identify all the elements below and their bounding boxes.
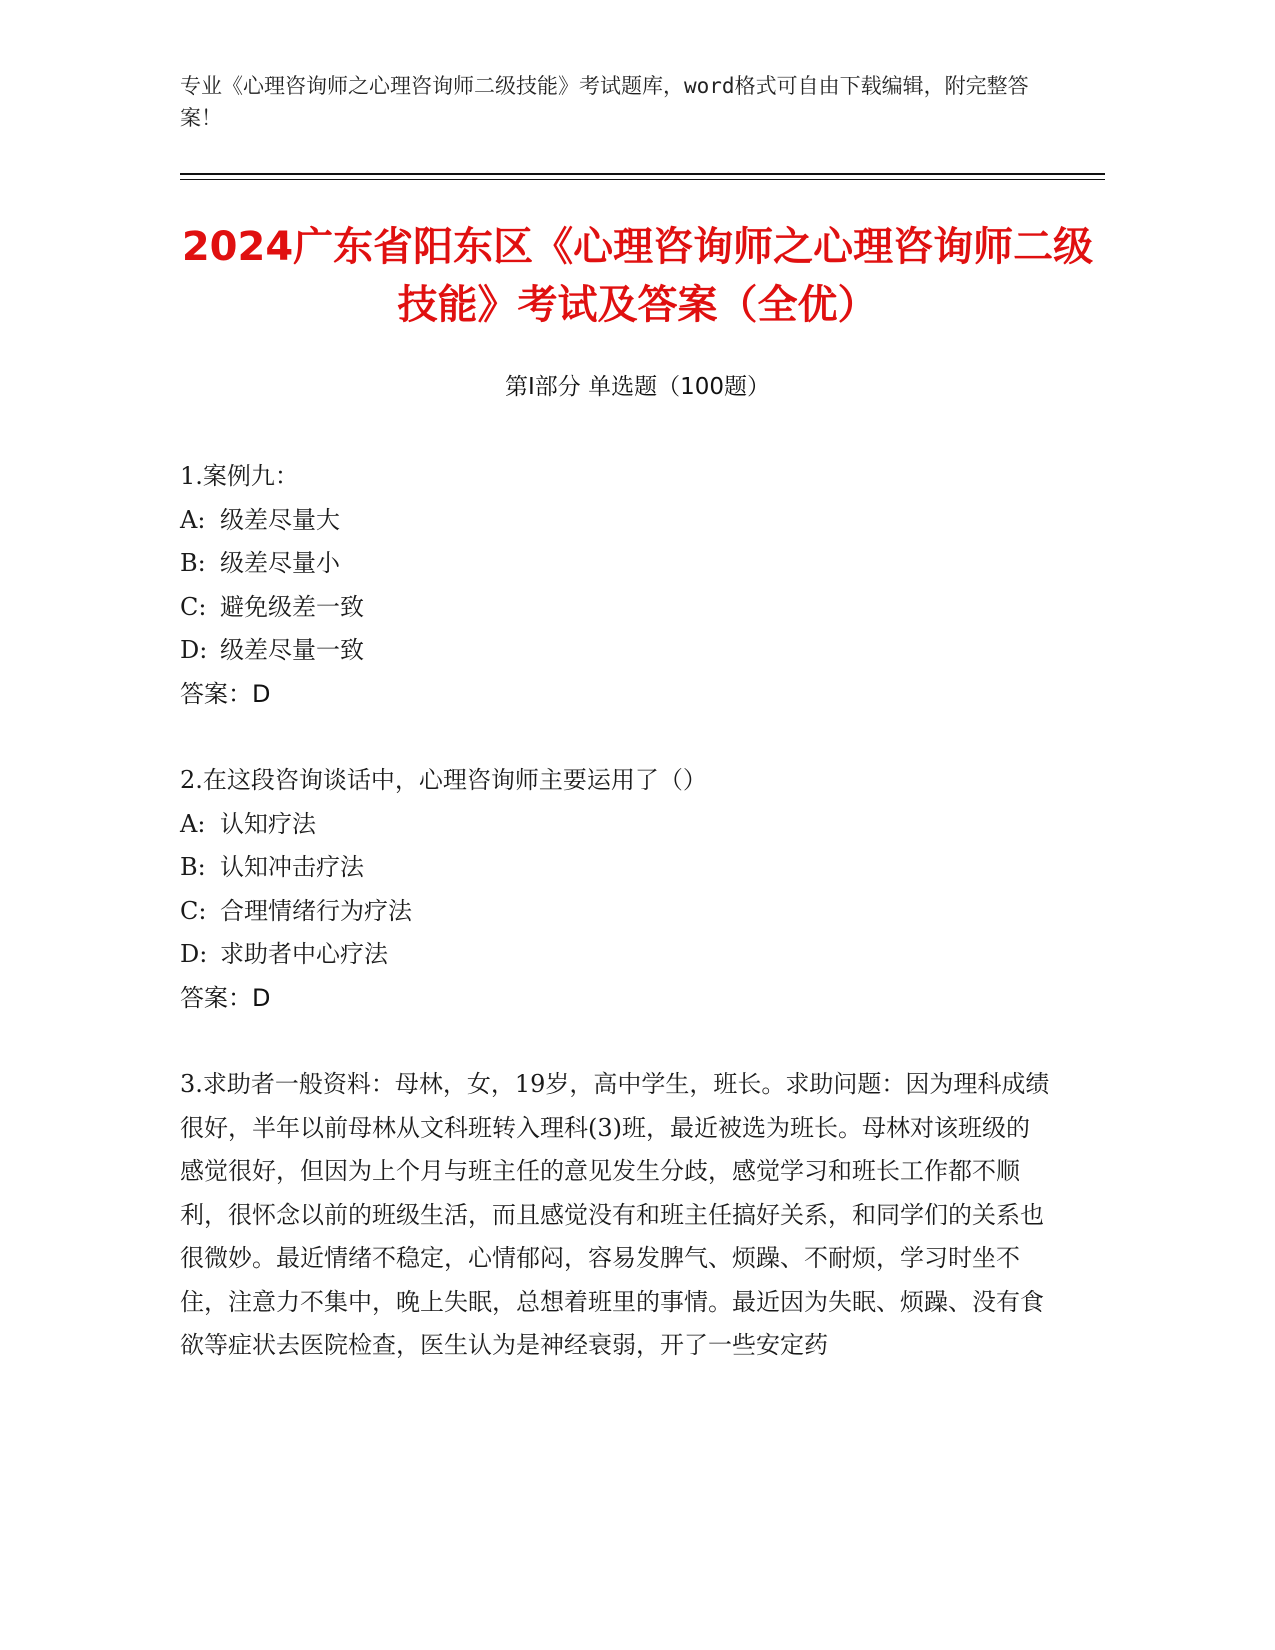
document-title: 2024广东省阳东区《心理咨询师之心理咨询师二级技能》考试及答案（全优） (181, 224, 1094, 328)
option-text: 认知疗法 (220, 809, 316, 838)
question-stem: 2.在这段咨询谈话中，心理咨询师主要运用了（） (180, 766, 707, 794)
option-key: D: (180, 636, 208, 664)
option-text: 求助者中心疗法 (220, 940, 388, 968)
option-key: A: (180, 505, 206, 534)
option-key: B: (180, 549, 206, 577)
option-key: A: (180, 809, 206, 838)
option-b (180, 846, 1050, 890)
section-heading: 第I部分 单选题（100题） (505, 374, 770, 400)
question-item (180, 455, 1050, 716)
option-key: B: (180, 853, 206, 881)
option-text: 级差尽量大 (220, 505, 340, 534)
option-text: 认知冲击疗法 (220, 853, 364, 881)
question-list (180, 455, 1050, 1411)
option-key: D: (180, 940, 208, 968)
answer-line: 答案：D (180, 679, 271, 708)
header-rule-thin (180, 179, 1105, 180)
option-text: 级差尽量小 (220, 549, 340, 577)
option-a (180, 803, 1050, 847)
option-c (180, 890, 1050, 934)
option-d (180, 629, 1050, 673)
question-item (180, 759, 1050, 1020)
option-text: 合理情绪行为疗法 (220, 896, 412, 925)
answer-line: 答案：D (180, 983, 271, 1012)
option-key: C: (180, 592, 207, 621)
header-rule-thick (180, 173, 1105, 175)
option-d (180, 933, 1050, 977)
question-item (180, 1063, 1050, 1368)
question-stem: 1.案例九： (180, 462, 299, 490)
option-text: 级差尽量一致 (220, 636, 364, 664)
option-a (180, 499, 1050, 543)
option-c (180, 586, 1050, 630)
option-b (180, 542, 1050, 586)
option-key: C: (180, 896, 207, 925)
header-note: 专业《心理咨询师之心理咨询师二级技能》考试题库，word格式可自由下载编辑，附完整答案！ (180, 74, 1029, 130)
question-stem: 3.求助者一般资料：母林，女，19岁，高中学生，班长。求助问题：因为理科成绩很好，半年以前母林从文科班转入理科(3)班，最近被选为班长。母林对该班级的感觉很好，但因为上个月与班主任的意见发生分歧，感觉学习和班长工作都不顺利，很怀念以前的班级生活，而且感觉没有和班主任搞好关系，和同学们的关系也很微妙。最近情绪不稳定，心情郁闷，容易发脾气、烦躁、不耐烦，学习时坐不住，注意力不集中，晚上失眠，总想着班里的事情。最近因为失眠、烦躁、没有食欲等症状去医院检查，医生认为是神经衰弱，开了一些安定药 (180, 1070, 1050, 1359)
option-text: 避免级差一致 (220, 592, 364, 621)
